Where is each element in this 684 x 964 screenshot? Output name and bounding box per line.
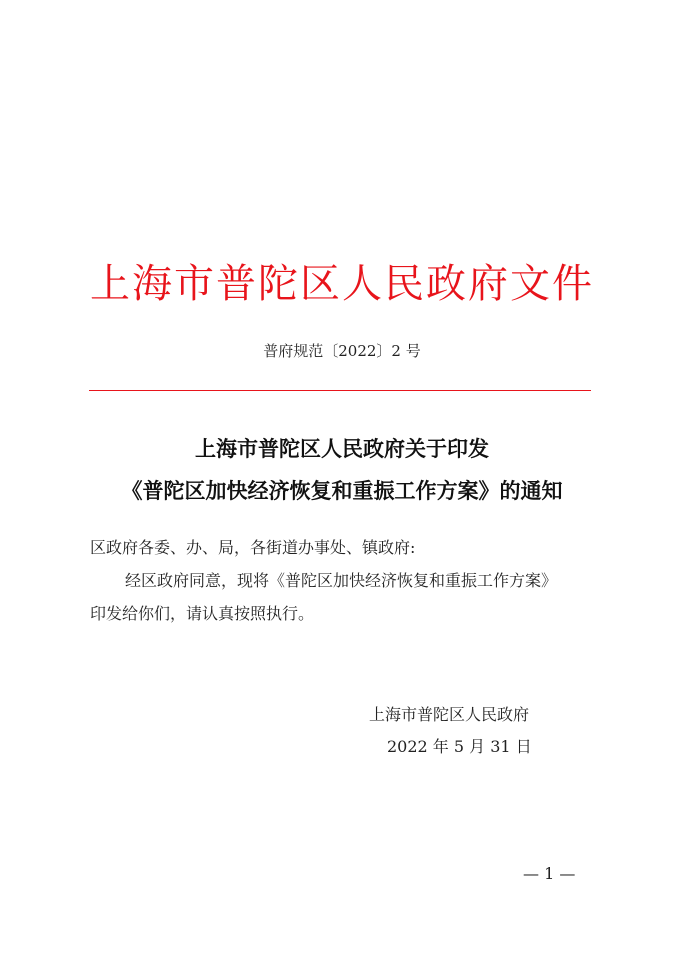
notice-title-line-2: 《普陀区加快经济恢复和重振工作方案》的通知 (121, 478, 563, 503)
notice-title-line-1: 上海市普陀区人民政府关于印发 (195, 436, 489, 461)
red-divider (89, 390, 591, 391)
body-paragraph-line-1: 经区政府同意，现将《普陀区加快经济恢复和重振工作方案》 (125, 571, 558, 590)
document-number: 普府规范〔2022〕2 号 (263, 342, 421, 360)
page-number: — 1 — (523, 864, 576, 883)
masthead-title: 上海市普陀区人民政府文件 (90, 261, 594, 307)
salutation: 区政府各委、办、局，各街道办事处、镇政府: (90, 538, 416, 557)
issuing-authority: 上海市普陀区人民政府 (369, 705, 530, 724)
issue-date: 2022 年 5 月 31 日 (387, 737, 532, 756)
body-paragraph-line-2: 印发给你们，请认真按照执行。 (90, 604, 315, 623)
